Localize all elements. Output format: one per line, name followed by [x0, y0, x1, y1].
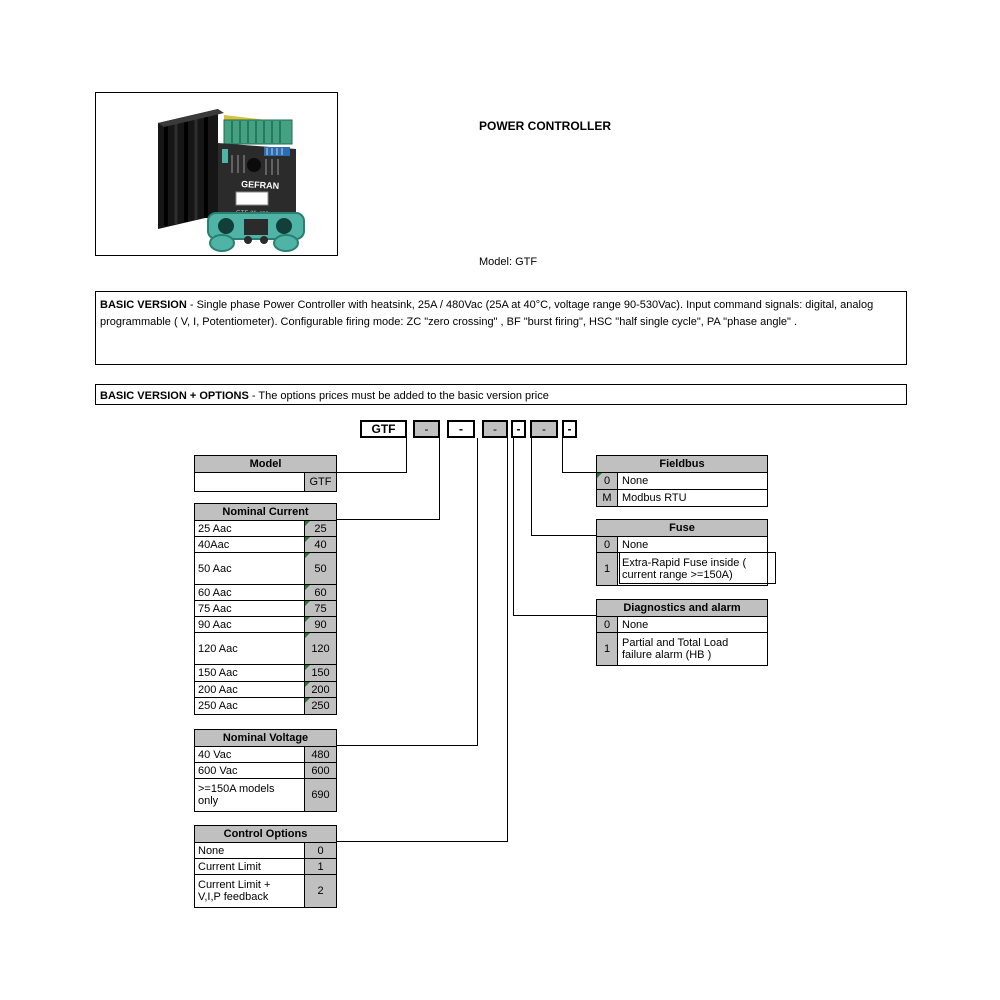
option-value: 75 — [304, 601, 336, 616]
connector-line — [531, 438, 532, 536]
table-row — [195, 553, 336, 585]
option-value: 25 — [304, 521, 336, 536]
option-value: 90 — [304, 617, 336, 632]
comment-marker — [305, 521, 310, 526]
connector-line — [477, 438, 478, 746]
code-box-diagnostics: - — [511, 420, 526, 438]
table-row — [597, 490, 767, 506]
table-row — [195, 843, 336, 859]
table-model — [194, 455, 337, 492]
connector-line — [507, 438, 508, 842]
table-diagnostics — [596, 599, 768, 666]
comment-marker — [305, 537, 310, 542]
option-label: Current Limit + V,I,P feedback — [195, 875, 304, 907]
comment-marker — [597, 473, 602, 478]
option-label: Partial and Total Load failure alarm (HB ) — [618, 633, 767, 665]
comment-marker — [305, 617, 310, 622]
option-code: 1 — [597, 553, 618, 585]
option-value: 1 — [304, 859, 336, 874]
table-row — [195, 682, 336, 698]
comment-marker — [305, 698, 310, 703]
connector-line — [406, 438, 407, 473]
option-label: None — [618, 617, 767, 632]
table-title: Nominal Voltage — [195, 730, 336, 747]
connector-line — [337, 745, 478, 746]
option-label: 50 Aac — [195, 553, 304, 584]
table-title: Control Options — [195, 826, 336, 843]
code-box-voltage: - — [447, 420, 475, 438]
table-title: Fieldbus — [597, 456, 767, 473]
option-value: 150 — [304, 665, 336, 681]
option-code: M — [597, 490, 618, 506]
table-nominal-voltage — [194, 729, 337, 812]
option-label: 150 Aac — [195, 665, 304, 681]
connector-line — [513, 615, 597, 616]
option-label: 200 Aac — [195, 682, 304, 697]
option-label: 25 Aac — [195, 521, 304, 536]
option-label: None — [618, 537, 767, 552]
option-label: 60 Aac — [195, 585, 304, 600]
option-label: Current Limit — [195, 859, 304, 874]
table-nominal-current — [194, 503, 337, 715]
option-value: 480 — [304, 747, 336, 762]
option-code: 0 — [597, 537, 618, 552]
option-value: 50 — [304, 553, 336, 584]
table-fuse — [596, 519, 768, 586]
connector-line — [513, 438, 514, 616]
table-title: Fuse — [597, 520, 767, 537]
connector-line — [337, 519, 440, 520]
option-label: 120 Aac — [195, 633, 304, 664]
table-row — [195, 617, 336, 633]
product-photo-frame — [95, 92, 338, 256]
option-value: 200 — [304, 682, 336, 697]
table-row — [195, 585, 336, 601]
table-row — [195, 601, 336, 617]
table-row — [195, 763, 336, 779]
table-row — [195, 747, 336, 763]
options-version-label: BASIC VERSION + OPTIONS — [100, 390, 249, 402]
option-label — [195, 473, 304, 491]
option-value: 120 — [304, 633, 336, 664]
connector-line — [562, 438, 563, 473]
option-label: None — [618, 473, 767, 489]
connector-line — [531, 535, 597, 536]
comment-marker — [305, 601, 310, 606]
comment-marker — [305, 682, 310, 687]
code-box-fuse: - — [530, 420, 558, 438]
code-box-fieldbus: - — [562, 420, 577, 438]
option-value: 250 — [304, 698, 336, 714]
option-label: >=150A models only — [195, 779, 304, 811]
options-version-text: - The options prices must be added to the basic version price — [248, 390, 549, 402]
table-row — [195, 859, 336, 875]
table-row — [195, 779, 336, 811]
option-value: 40 — [304, 537, 336, 552]
table-row — [195, 521, 336, 537]
connector-line — [439, 438, 440, 520]
connector-line — [337, 841, 508, 842]
option-code: 0 — [597, 473, 618, 489]
table-control-options — [194, 825, 337, 908]
option-value: 0 — [304, 843, 336, 858]
table-row — [597, 617, 767, 633]
option-label: Extra-Rapid Fuse inside ( current range >=150A) — [618, 553, 767, 585]
model-label: Model: GTF — [479, 256, 538, 268]
table-row — [597, 537, 767, 553]
option-label: 250 Aac — [195, 698, 304, 714]
table-row — [195, 537, 336, 553]
table-title: Model — [195, 456, 336, 473]
option-value: GTF — [304, 473, 336, 491]
option-value: 600 — [304, 763, 336, 778]
option-value: 2 — [304, 875, 336, 907]
table-row — [597, 633, 767, 665]
option-label: Modbus RTU — [618, 490, 767, 506]
table-row — [195, 665, 336, 682]
comment-marker — [305, 633, 310, 638]
svg-text:GEFRAN: GEFRAN — [240, 179, 280, 191]
table-row — [597, 473, 767, 490]
table-title: Nominal Current — [195, 504, 336, 521]
connector-line — [337, 472, 407, 473]
option-value: 60 — [304, 585, 336, 600]
option-code: 0 — [597, 617, 618, 632]
options-version-box — [95, 384, 907, 405]
table-row — [195, 698, 336, 714]
table-row — [195, 473, 336, 491]
code-box-control: - — [482, 420, 508, 438]
option-label: 600 Vac — [195, 763, 304, 778]
option-label: 40 Vac — [195, 747, 304, 762]
table-row — [597, 553, 767, 585]
table-row — [195, 633, 336, 665]
table-row — [195, 875, 336, 907]
basic-version-text: - Single phase Power Controller with heatsink, 25A / 480Vac (25A at 40°C, voltage range 90-530Vac). Input command signals: digital, analog programmable ( V, I, Potentiometer). Configurable firing mode: ZC "zero crossing" , BF "burst firing", HSC "half single cycle", PA "phase angle" . — [100, 299, 874, 328]
option-label: None — [195, 843, 304, 858]
code-box-model: GTF — [360, 420, 407, 438]
product-image — [96, 93, 337, 255]
page-title: POWER CONTROLLER — [479, 119, 611, 133]
comment-marker — [305, 665, 310, 670]
connector-line — [562, 472, 597, 473]
comment-marker — [305, 553, 310, 558]
table-title: Diagnostics and alarm — [597, 600, 767, 617]
code-box-current: - — [413, 420, 440, 438]
option-label: 40Aac — [195, 537, 304, 552]
option-code: 1 — [597, 633, 618, 665]
option-label: 90 Aac — [195, 617, 304, 632]
option-value: 690 — [304, 779, 336, 811]
option-label: 75 Aac — [195, 601, 304, 616]
table-fieldbus — [596, 455, 768, 507]
basic-version-label: BASIC VERSION — [100, 299, 187, 311]
comment-marker — [305, 585, 310, 590]
basic-version-box — [95, 291, 907, 365]
